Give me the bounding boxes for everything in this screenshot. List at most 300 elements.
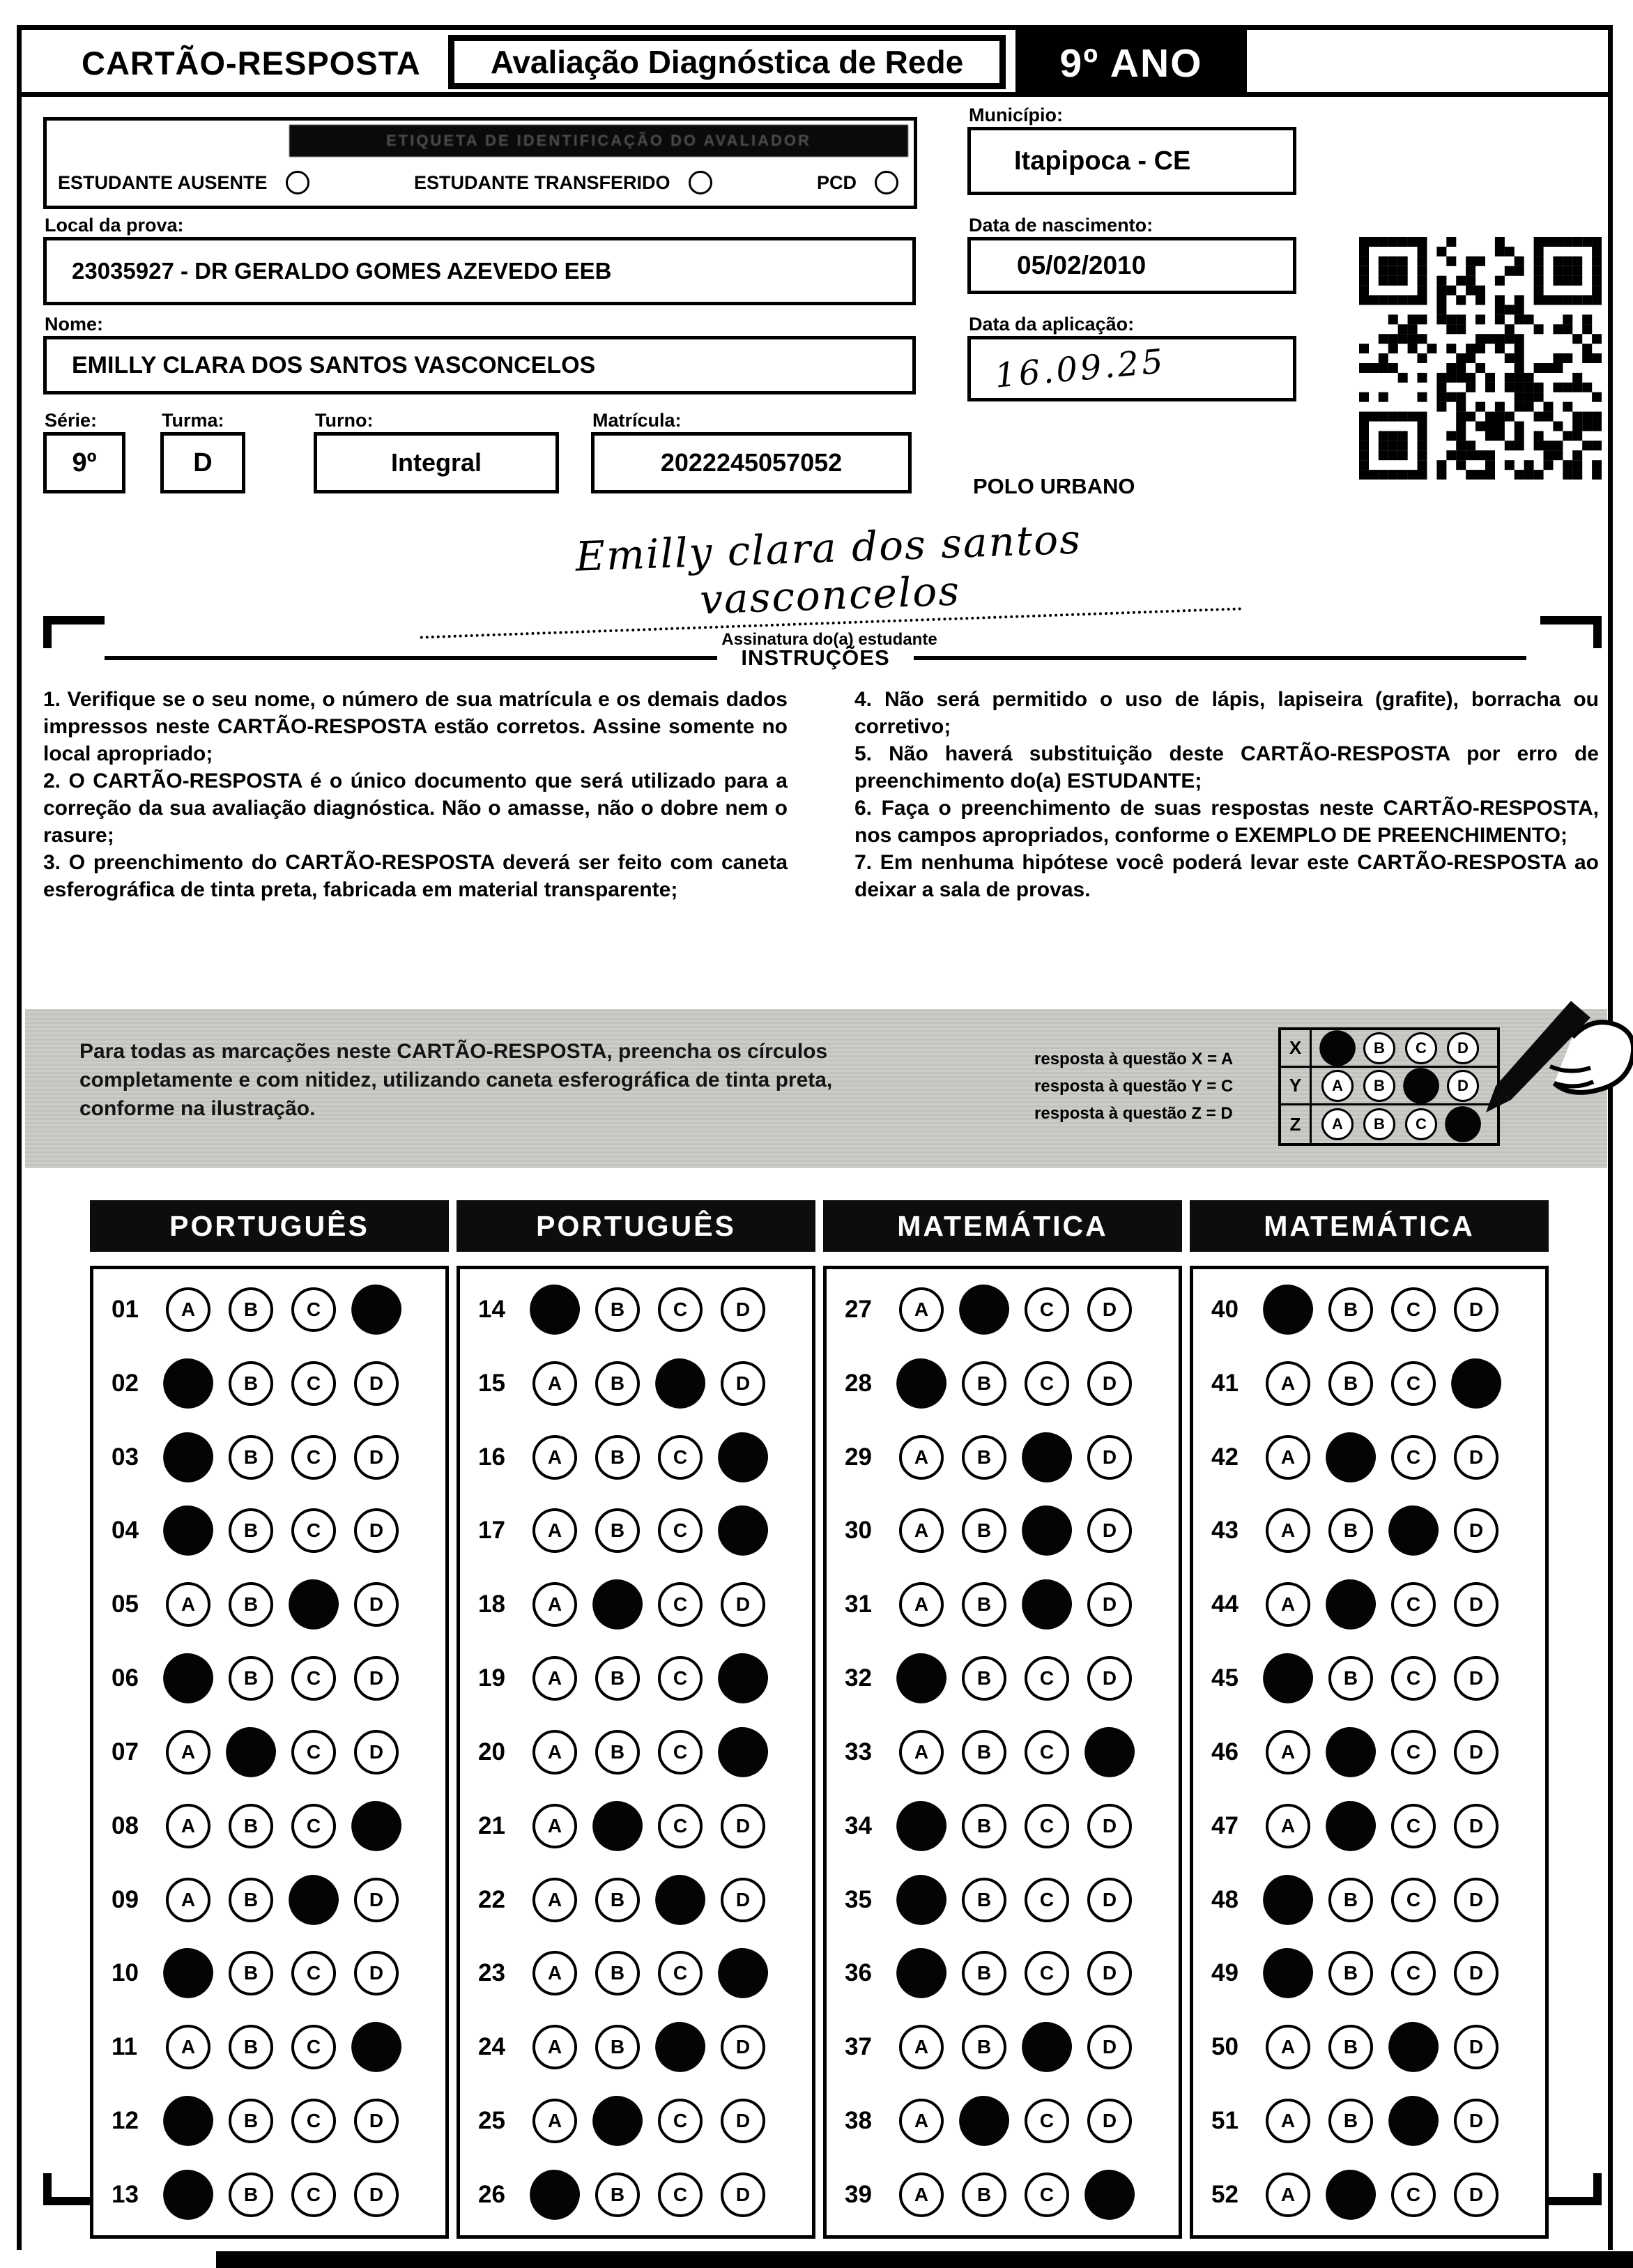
- q02-option-A-marked[interactable]: [160, 1355, 217, 1411]
- question-number: 52: [1211, 2180, 1239, 2208]
- q37-option-C-marked[interactable]: [1019, 2019, 1075, 2076]
- q43-option-D[interactable]: D: [1454, 1508, 1498, 1553]
- q13-option-D[interactable]: D: [354, 2173, 399, 2217]
- q31-option-C-marked[interactable]: [1019, 1577, 1075, 1633]
- question-number: 20: [478, 1738, 505, 1765]
- q05-option-B[interactable]: B: [229, 1582, 273, 1627]
- q04-option-C[interactable]: C: [291, 1508, 336, 1553]
- q48-option-D[interactable]: D: [1454, 1878, 1498, 1922]
- turno-value-box: [314, 432, 559, 493]
- q20-option-B[interactable]: B: [595, 1730, 640, 1775]
- q27-option-B-marked[interactable]: [956, 1282, 1013, 1338]
- q40-option-B[interactable]: B: [1328, 1287, 1373, 1332]
- q12-option-B[interactable]: B: [229, 2099, 273, 2143]
- legend-line: resposta à questão Z = D: [1034, 1104, 1233, 1123]
- q31-option-A[interactable]: A: [899, 1582, 944, 1627]
- q29-option-D[interactable]: D: [1087, 1435, 1132, 1480]
- q10-option-C[interactable]: C: [291, 1951, 336, 1995]
- q02-option-B[interactable]: B: [229, 1361, 273, 1406]
- q19-option-D-marked[interactable]: [715, 1650, 772, 1707]
- question-row-38: [845, 2099, 1169, 2143]
- q36-option-D[interactable]: D: [1087, 1951, 1132, 1995]
- q41-option-B[interactable]: B: [1328, 1361, 1373, 1406]
- status-option-label: ESTUDANTE TRANSFERIDO: [414, 171, 670, 193]
- q47-option-D[interactable]: D: [1454, 1804, 1498, 1848]
- q20-option-D-marked[interactable]: [715, 1724, 772, 1780]
- question-number: 33: [845, 1738, 872, 1765]
- q34-option-A-marked[interactable]: [894, 1798, 950, 1854]
- q46-option-B-marked[interactable]: [1323, 1724, 1379, 1780]
- q10-option-D[interactable]: D: [354, 1951, 399, 1995]
- question-number: 44: [1211, 1591, 1239, 1618]
- question-number: 26: [478, 2180, 505, 2208]
- q04-option-B[interactable]: B: [229, 1508, 273, 1553]
- q42-option-A[interactable]: A: [1266, 1435, 1310, 1480]
- q15-option-C-marked[interactable]: [652, 1355, 709, 1411]
- signature-area: [418, 515, 1241, 650]
- q04-option-D[interactable]: D: [354, 1508, 399, 1553]
- grade-badge: 9º ANO: [1015, 30, 1247, 97]
- q29-option-B[interactable]: B: [962, 1435, 1006, 1480]
- question-number: 08: [112, 1811, 139, 1839]
- q51-option-D[interactable]: D: [1454, 2099, 1498, 2143]
- instruction-item: 7. Em nenhuma hipótese você poderá levar este CARTÃO-RESPOSTA ao deixar a sala de provas.: [854, 851, 1599, 901]
- q09-option-A[interactable]: A: [166, 1878, 210, 1922]
- question-row-46: [1211, 1730, 1535, 1775]
- example-row-Y: [1281, 1068, 1497, 1105]
- local-value-box: [43, 237, 916, 305]
- question-row-51: [1211, 2099, 1535, 2143]
- q17-option-C[interactable]: C: [658, 1508, 703, 1553]
- q08-option-A[interactable]: A: [166, 1804, 210, 1848]
- q30-option-B[interactable]: B: [962, 1508, 1006, 1553]
- q29-option-A[interactable]: A: [899, 1435, 944, 1480]
- q41-option-C[interactable]: C: [1391, 1361, 1436, 1406]
- example-Z-option-B: B: [1363, 1108, 1395, 1140]
- q35-option-C[interactable]: C: [1025, 1878, 1069, 1922]
- q34-option-D[interactable]: D: [1087, 1804, 1132, 1848]
- answer-grid: [90, 1266, 449, 2239]
- q08-option-B[interactable]: B: [229, 1804, 273, 1848]
- q50-option-B[interactable]: B: [1328, 2025, 1373, 2069]
- question-row-12: [112, 2099, 436, 2143]
- q49-option-B[interactable]: B: [1328, 1951, 1373, 1995]
- q16-option-A[interactable]: A: [532, 1435, 577, 1480]
- question-number: 29: [845, 1443, 872, 1471]
- q26-option-C[interactable]: C: [658, 2173, 703, 2217]
- q26-option-A-marked[interactable]: [527, 2166, 583, 2223]
- q38-option-C[interactable]: C: [1025, 2099, 1069, 2143]
- q11-option-D-marked[interactable]: [348, 2019, 405, 2076]
- q41-option-A[interactable]: A: [1266, 1361, 1310, 1406]
- q25-option-A[interactable]: A: [532, 2099, 577, 2143]
- q23-option-D-marked[interactable]: [715, 1945, 772, 2002]
- question-row-09: [112, 1878, 436, 1922]
- q02-option-D[interactable]: D: [354, 1361, 399, 1406]
- q48-option-C[interactable]: C: [1391, 1878, 1436, 1922]
- q45-option-C[interactable]: C: [1391, 1656, 1436, 1701]
- q14-option-B[interactable]: B: [595, 1287, 640, 1332]
- q03-option-B[interactable]: B: [229, 1435, 273, 1480]
- question-row-14: [478, 1287, 802, 1332]
- question-row-26: [478, 2173, 802, 2217]
- q20-option-C[interactable]: C: [658, 1730, 703, 1775]
- instructions-right: [854, 686, 1599, 903]
- q17-option-B[interactable]: B: [595, 1508, 640, 1553]
- q10-option-A-marked[interactable]: [160, 1945, 217, 2002]
- q28-option-A-marked[interactable]: [894, 1355, 950, 1411]
- q48-option-B[interactable]: B: [1328, 1878, 1373, 1922]
- q08-option-C[interactable]: C: [291, 1804, 336, 1848]
- example-legend: [1034, 1045, 1233, 1127]
- answer-column-4: [1190, 1200, 1549, 2239]
- q14-option-D[interactable]: D: [721, 1287, 765, 1332]
- q18-option-C[interactable]: C: [658, 1582, 703, 1627]
- turma-value-box: [160, 432, 245, 493]
- q30-option-A[interactable]: A: [899, 1508, 944, 1553]
- header-band: [22, 30, 1608, 97]
- q03-option-D[interactable]: D: [354, 1435, 399, 1480]
- q21-option-C[interactable]: C: [658, 1804, 703, 1848]
- q20-option-A[interactable]: A: [532, 1730, 577, 1775]
- q25-option-B-marked[interactable]: [590, 2093, 646, 2150]
- q05-option-C-marked[interactable]: [286, 1577, 342, 1633]
- question-number: 01: [112, 1296, 139, 1323]
- question-number: 11: [112, 2033, 137, 2061]
- question-row-31: [845, 1582, 1169, 1627]
- question-number: 37: [845, 2033, 872, 2061]
- turma-value: D: [193, 447, 213, 477]
- q22-option-C-marked[interactable]: [652, 1871, 709, 1928]
- q33-option-B[interactable]: B: [962, 1730, 1006, 1775]
- q46-option-D[interactable]: D: [1454, 1730, 1498, 1775]
- q03-option-C[interactable]: C: [291, 1435, 336, 1480]
- answer-column-3: [823, 1200, 1182, 2239]
- q01-option-D-marked[interactable]: [348, 1282, 405, 1338]
- q12-option-D[interactable]: D: [354, 2099, 399, 2143]
- q43-option-A[interactable]: A: [1266, 1508, 1310, 1553]
- example-grid: [1278, 1027, 1500, 1146]
- question-number: 07: [112, 1738, 139, 1765]
- q16-option-C[interactable]: C: [658, 1435, 703, 1480]
- q52-option-C[interactable]: C: [1391, 2173, 1436, 2217]
- question-number: 28: [845, 1369, 872, 1397]
- q21-option-D[interactable]: D: [721, 1804, 765, 1848]
- q48-option-A-marked[interactable]: [1260, 1871, 1317, 1928]
- question-number: 30: [845, 1517, 872, 1545]
- q05-option-D[interactable]: D: [354, 1582, 399, 1627]
- q34-option-B[interactable]: B: [962, 1804, 1006, 1848]
- q39-option-A[interactable]: A: [899, 2173, 944, 2217]
- q35-option-A-marked[interactable]: [894, 1871, 950, 1928]
- q07-option-A[interactable]: A: [166, 1730, 210, 1775]
- serie-value: 9º: [72, 447, 97, 477]
- q06-option-D[interactable]: D: [354, 1656, 399, 1701]
- q25-option-D[interactable]: D: [721, 2099, 765, 2143]
- q24-option-C-marked[interactable]: [652, 2019, 709, 2076]
- q01-option-B[interactable]: B: [229, 1287, 273, 1332]
- q50-option-D[interactable]: D: [1454, 2025, 1498, 2069]
- q14-option-C[interactable]: C: [658, 1287, 703, 1332]
- question-row-48: [1211, 1878, 1535, 1922]
- q13-option-B[interactable]: B: [229, 2173, 273, 2217]
- q52-option-B-marked[interactable]: [1323, 2166, 1379, 2223]
- question-row-49: [1211, 1951, 1535, 1995]
- question-number: 03: [112, 1443, 139, 1471]
- q51-option-A[interactable]: A: [1266, 2099, 1310, 2143]
- q49-option-A-marked[interactable]: [1260, 1945, 1317, 2002]
- q31-option-D[interactable]: D: [1087, 1582, 1132, 1627]
- aplicacao-handwritten-value: 16.09.25: [993, 342, 1167, 396]
- q35-option-B[interactable]: B: [962, 1878, 1006, 1922]
- q38-option-A[interactable]: A: [899, 2099, 944, 2143]
- q22-option-D[interactable]: D: [721, 1878, 765, 1922]
- matricula-value: 2022245057052: [660, 448, 843, 477]
- question-row-19: [478, 1656, 802, 1701]
- answer-grid: [457, 1266, 815, 2239]
- q47-option-B-marked[interactable]: [1323, 1798, 1379, 1854]
- q50-option-C-marked[interactable]: [1386, 2019, 1442, 2076]
- question-number: 40: [1211, 1296, 1239, 1323]
- q26-option-B[interactable]: B: [595, 2173, 640, 2217]
- q12-option-A-marked[interactable]: [160, 2093, 217, 2150]
- q28-option-B[interactable]: B: [962, 1361, 1006, 1406]
- header-title: CARTÃO-RESPOSTA: [82, 45, 421, 82]
- q15-option-B[interactable]: B: [595, 1361, 640, 1406]
- q26-option-D[interactable]: D: [721, 2173, 765, 2217]
- student-signature: Emilly clara dos santos vasconcelos: [417, 509, 1242, 638]
- question-row-39: [845, 2173, 1169, 2217]
- q52-option-A[interactable]: A: [1266, 2173, 1310, 2217]
- q11-option-B[interactable]: B: [229, 2025, 273, 2069]
- q45-option-A-marked[interactable]: [1260, 1650, 1317, 1707]
- q36-option-A-marked[interactable]: [894, 1945, 950, 2002]
- q30-option-D[interactable]: D: [1087, 1508, 1132, 1553]
- local-value: 23035927 - DR GERALDO GOMES AZEVEDO EEB: [72, 258, 612, 284]
- q10-option-B[interactable]: B: [229, 1951, 273, 1995]
- q36-option-B[interactable]: B: [962, 1951, 1006, 1995]
- q09-option-D[interactable]: D: [354, 1878, 399, 1922]
- question-number: 46: [1211, 1738, 1239, 1765]
- q01-option-A[interactable]: A: [166, 1287, 210, 1332]
- q06-option-C[interactable]: C: [291, 1656, 336, 1701]
- q13-option-A-marked[interactable]: [160, 2166, 217, 2223]
- q27-option-D[interactable]: D: [1087, 1287, 1132, 1332]
- q52-option-D[interactable]: D: [1454, 2173, 1498, 2217]
- q19-option-B[interactable]: B: [595, 1656, 640, 1701]
- q44-option-A[interactable]: A: [1266, 1582, 1310, 1627]
- q41-option-D-marked[interactable]: [1448, 1355, 1505, 1411]
- legend-line: resposta à questão X = A: [1034, 1050, 1234, 1068]
- q18-option-B-marked[interactable]: [590, 1577, 646, 1633]
- q43-option-C-marked[interactable]: [1386, 1503, 1442, 1559]
- status-option: [817, 171, 898, 194]
- serie-label: Série:: [45, 410, 98, 431]
- question-number: 09: [112, 1885, 139, 1913]
- q33-option-D-marked[interactable]: [1082, 1724, 1138, 1780]
- q14-option-A-marked[interactable]: [527, 1282, 583, 1338]
- q36-option-C[interactable]: C: [1025, 1951, 1069, 1995]
- q45-option-B[interactable]: B: [1328, 1656, 1373, 1701]
- aplicacao-value-box: [967, 336, 1296, 401]
- q07-option-C[interactable]: C: [291, 1730, 336, 1775]
- q32-option-D[interactable]: D: [1087, 1656, 1132, 1701]
- q27-option-A[interactable]: A: [899, 1287, 944, 1332]
- q24-option-A[interactable]: A: [532, 2025, 577, 2069]
- q12-option-C[interactable]: C: [291, 2099, 336, 2143]
- q13-option-C[interactable]: C: [291, 2173, 336, 2217]
- turno-label: Turno:: [315, 410, 374, 431]
- q46-option-A[interactable]: A: [1266, 1730, 1310, 1775]
- q32-option-A-marked[interactable]: [894, 1650, 950, 1707]
- example-row-label: X: [1281, 1030, 1312, 1066]
- q42-option-D[interactable]: D: [1454, 1435, 1498, 1480]
- status-option-label: ESTUDANTE AUSENTE: [58, 171, 268, 193]
- q31-option-B[interactable]: B: [962, 1582, 1006, 1627]
- example-X-option-C: C: [1405, 1032, 1437, 1064]
- q28-option-C[interactable]: C: [1025, 1361, 1069, 1406]
- q29-option-C-marked[interactable]: [1019, 1429, 1075, 1485]
- question-number: 12: [112, 2107, 139, 2135]
- question-number: 14: [478, 1296, 505, 1323]
- q04-option-A-marked[interactable]: [160, 1503, 217, 1559]
- q06-option-A-marked[interactable]: [160, 1650, 217, 1707]
- question-row-21: [478, 1804, 802, 1848]
- question-row-15: [478, 1361, 802, 1406]
- q43-option-B[interactable]: B: [1328, 1508, 1373, 1553]
- q16-option-B[interactable]: B: [595, 1435, 640, 1480]
- question-row-24: [478, 2025, 802, 2069]
- nome-value: EMILLY CLARA DOS SANTOS VASCONCELOS: [72, 351, 596, 378]
- q15-option-A[interactable]: A: [532, 1361, 577, 1406]
- question-row-01: [112, 1287, 436, 1332]
- q27-option-C[interactable]: C: [1025, 1287, 1069, 1332]
- q01-option-C[interactable]: C: [291, 1287, 336, 1332]
- example-row-X: [1281, 1030, 1497, 1068]
- q44-option-C[interactable]: C: [1391, 1582, 1436, 1627]
- q21-option-B-marked[interactable]: [590, 1798, 646, 1854]
- pen-hand-illustration: [1468, 994, 1633, 1140]
- q44-option-D[interactable]: D: [1454, 1582, 1498, 1627]
- q08-option-D-marked[interactable]: [348, 1798, 405, 1854]
- q06-option-B[interactable]: B: [229, 1656, 273, 1701]
- q46-option-C[interactable]: C: [1391, 1730, 1436, 1775]
- q09-option-B[interactable]: B: [229, 1878, 273, 1922]
- question-number: 43: [1211, 1517, 1239, 1545]
- q42-option-B-marked[interactable]: [1323, 1429, 1379, 1485]
- q07-option-B-marked[interactable]: [223, 1724, 279, 1780]
- q49-option-D[interactable]: D: [1454, 1951, 1498, 1995]
- status-option-circle[interactable]: [286, 171, 309, 194]
- q07-option-D[interactable]: D: [354, 1730, 399, 1775]
- q17-option-D-marked[interactable]: [715, 1503, 772, 1559]
- q30-option-C-marked[interactable]: [1019, 1503, 1075, 1559]
- q42-option-C[interactable]: C: [1391, 1435, 1436, 1480]
- q16-option-D-marked[interactable]: [715, 1429, 772, 1485]
- q19-option-A[interactable]: A: [532, 1656, 577, 1701]
- q37-option-D[interactable]: D: [1087, 2025, 1132, 2069]
- q40-option-D[interactable]: D: [1454, 1287, 1498, 1332]
- q11-option-A[interactable]: A: [166, 2025, 210, 2069]
- q32-option-B[interactable]: B: [962, 1656, 1006, 1701]
- municipio-label: Município:: [969, 105, 1063, 125]
- q51-option-C-marked[interactable]: [1386, 2093, 1442, 2150]
- q23-option-C[interactable]: C: [658, 1951, 703, 1995]
- q25-option-C[interactable]: C: [658, 2099, 703, 2143]
- q02-option-C[interactable]: C: [291, 1361, 336, 1406]
- q37-option-B[interactable]: B: [962, 2025, 1006, 2069]
- example-row-label: Z: [1281, 1105, 1312, 1143]
- q17-option-A[interactable]: A: [532, 1508, 577, 1553]
- q39-option-C[interactable]: C: [1025, 2173, 1069, 2217]
- question-number: 45: [1211, 1664, 1239, 1692]
- question-row-36: [845, 1951, 1169, 1995]
- q32-option-C[interactable]: C: [1025, 1656, 1069, 1701]
- question-row-03: [112, 1435, 436, 1480]
- assessment-title: Avaliação Diagnóstica de Rede: [448, 35, 1006, 89]
- q40-option-A-marked[interactable]: [1260, 1282, 1317, 1338]
- question-number: 50: [1211, 2033, 1239, 2061]
- q23-option-B[interactable]: B: [595, 1951, 640, 1995]
- example-Y-option-D: D: [1447, 1070, 1479, 1102]
- question-row-02: [112, 1361, 436, 1406]
- q22-option-B[interactable]: B: [595, 1878, 640, 1922]
- q19-option-C[interactable]: C: [658, 1656, 703, 1701]
- q05-option-A[interactable]: A: [166, 1582, 210, 1627]
- q45-option-D[interactable]: D: [1454, 1656, 1498, 1701]
- q22-option-A[interactable]: A: [532, 1878, 577, 1922]
- status-option-circle[interactable]: [689, 171, 712, 194]
- q38-option-B-marked[interactable]: [956, 2093, 1013, 2150]
- status-option-circle[interactable]: [875, 171, 898, 194]
- question-row-18: [478, 1582, 802, 1627]
- q35-option-D[interactable]: D: [1087, 1878, 1132, 1922]
- q51-option-B[interactable]: B: [1328, 2099, 1373, 2143]
- q21-option-A[interactable]: A: [532, 1804, 577, 1848]
- question-row-29: [845, 1435, 1169, 1480]
- q33-option-C[interactable]: C: [1025, 1730, 1069, 1775]
- q39-option-D-marked[interactable]: [1082, 2166, 1138, 2223]
- q47-option-A[interactable]: A: [1266, 1804, 1310, 1848]
- q28-option-D[interactable]: D: [1087, 1361, 1132, 1406]
- q18-option-A[interactable]: A: [532, 1582, 577, 1627]
- q33-option-A[interactable]: A: [899, 1730, 944, 1775]
- q39-option-B[interactable]: B: [962, 2173, 1006, 2217]
- q24-option-D[interactable]: D: [721, 2025, 765, 2069]
- nome-value-box: [43, 336, 916, 394]
- question-number: 04: [112, 1517, 139, 1545]
- q34-option-C[interactable]: C: [1025, 1804, 1069, 1848]
- q40-option-C[interactable]: C: [1391, 1287, 1436, 1332]
- q44-option-B-marked[interactable]: [1323, 1577, 1379, 1633]
- q18-option-D[interactable]: D: [721, 1582, 765, 1627]
- q47-option-C[interactable]: C: [1391, 1804, 1436, 1848]
- q37-option-A[interactable]: A: [899, 2025, 944, 2069]
- example-Y-option-A: A: [1321, 1070, 1354, 1102]
- q38-option-D[interactable]: D: [1087, 2099, 1132, 2143]
- question-row-44: [1211, 1582, 1535, 1627]
- q24-option-B[interactable]: B: [595, 2025, 640, 2069]
- q03-option-A-marked[interactable]: [160, 1429, 217, 1485]
- q50-option-A[interactable]: A: [1266, 2025, 1310, 2069]
- question-number: 23: [478, 1959, 505, 1987]
- q49-option-C[interactable]: C: [1391, 1951, 1436, 1995]
- signature-caption: Assinatura do(a) estudante: [721, 630, 937, 649]
- q09-option-C-marked[interactable]: [286, 1871, 342, 1928]
- q11-option-C[interactable]: C: [291, 2025, 336, 2069]
- q23-option-A[interactable]: A: [532, 1951, 577, 1995]
- q15-option-D[interactable]: D: [721, 1361, 765, 1406]
